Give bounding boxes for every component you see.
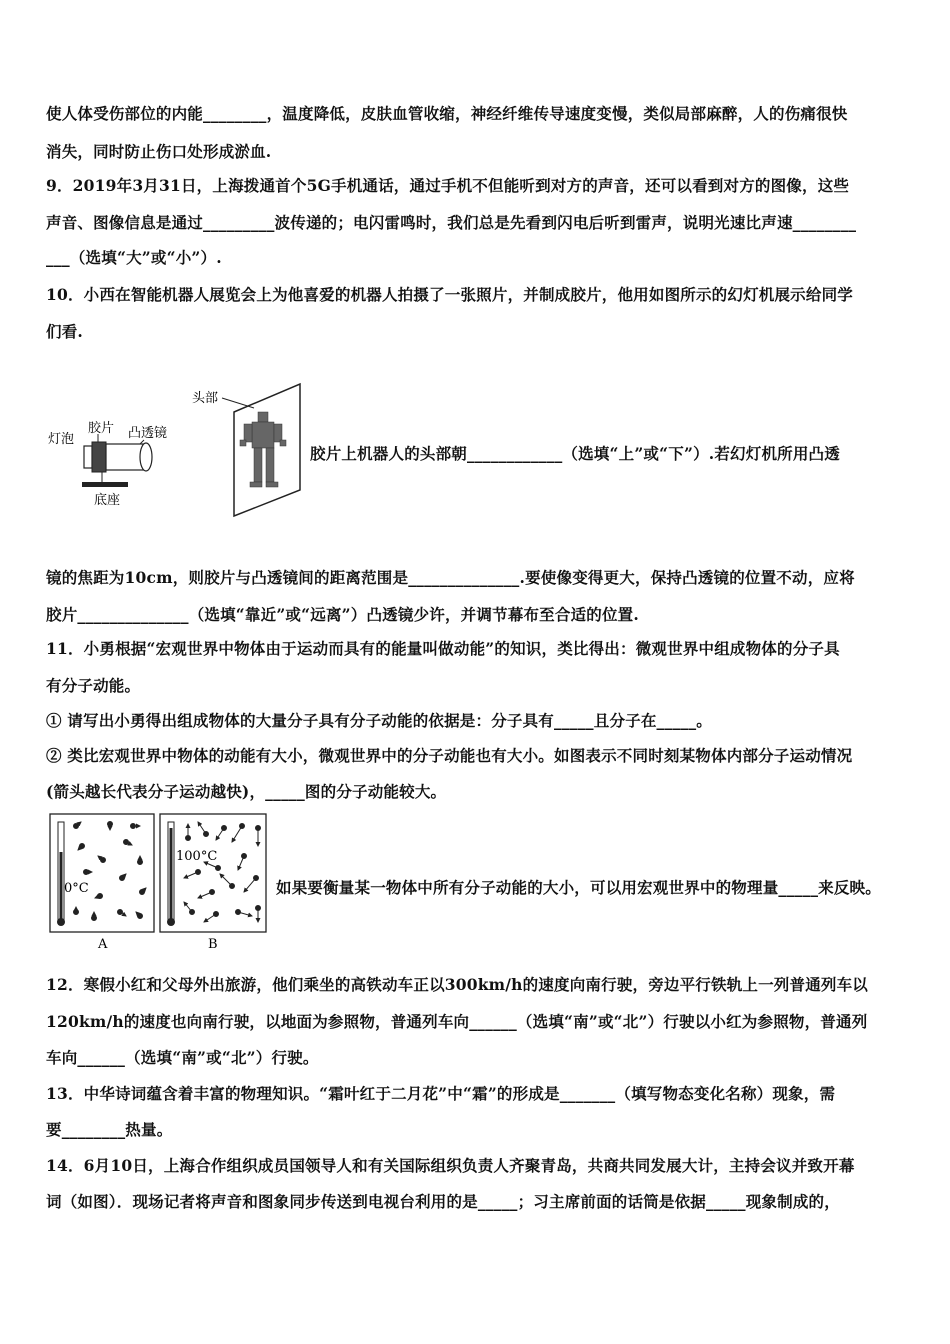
text-line: 要________热量。 bbox=[46, 1120, 173, 1139]
text-line: ① 请写出小勇得出组成物体的大量分子具有分子动能的依据是：分子具有_____且分子在_____。 bbox=[46, 711, 712, 730]
temp-a: 0°C bbox=[64, 881, 89, 896]
lens-label: 凸透镜 bbox=[128, 426, 168, 441]
question-14: 14．6月10日，上海合作组织成员国领导人和有关国际组织负责人齐聚青岛，共商共同发展大计，主持会议并致开幕 bbox=[46, 1156, 855, 1175]
molecule-figure bbox=[48, 812, 270, 954]
temp-b: 100°C bbox=[176, 849, 218, 864]
text-line: 如果要衡量某一物体中所有分子动能的大小，可以用宏观世界中的物理量_____来反映。 bbox=[276, 878, 881, 897]
text-line: 有分子动能。 bbox=[46, 676, 141, 695]
text-line: 120km/h的速度也向南行驶，以地面为参照物，普通列车向______（选填“南”或“北”）行驶以小红为参照物，普通列 bbox=[46, 1012, 868, 1031]
text-line: 胶片______________（选填“靠近”或“远离”）凸透镜少许，并调节幕布至合适的位置. bbox=[46, 605, 639, 624]
text-line: ② 类比宏观世界中物体的动能有大小，微观世界中的分子动能也有大小。如图表示不同时刻某物体内部分子运动情况 bbox=[46, 746, 853, 765]
head-label: 头部 bbox=[192, 391, 219, 406]
bulb-label: 灯泡 bbox=[48, 432, 75, 447]
question-13: 13．中华诗词蕴含着丰富的物理知识。“霜叶红于二月花”中“霜”的形成是_______（填写物态变化名称）现象，需 bbox=[46, 1084, 836, 1103]
label-b: B bbox=[208, 937, 218, 952]
question-11: 11．小勇根据“宏观世界中物体由于运动而具有的能量叫做动能”的知识，类比得出：微观世界中组成物体的分子具 bbox=[46, 639, 840, 658]
text-line: 使人体受伤部位的内能________，温度降低，皮肤血管收缩，神经纤维传导速度变慢，类似局部麻醉，人的伤痛很快 bbox=[46, 104, 848, 123]
box-b bbox=[160, 814, 266, 932]
question-9: 9．2019年3月31日，上海拨通首个5G手机通话，通过手机不但能听到对方的声音，还可以看到对方的图像，这些 bbox=[46, 176, 850, 195]
text-line: 消失，同时防止伤口处形成淤血. bbox=[46, 142, 272, 161]
text-line: 们看. bbox=[46, 322, 83, 341]
text-line: 胶片上机器人的头部朝____________（选填“上”或“下”）.若幻灯机所用凸透 bbox=[310, 444, 840, 463]
text-line: ___（选填“大”或“小”）. bbox=[46, 248, 222, 267]
text-line: 声音、图像信息是通过_________波传递的；电闪雷鸣时，我们总是先看到闪电后听到雷声，说明光速比声速________ bbox=[46, 213, 857, 232]
film-label: 胶片 bbox=[88, 421, 115, 436]
text-line: (箭头越长代表分子运动越快)，_____图的分子动能较大。 bbox=[46, 782, 447, 801]
base-label: 底座 bbox=[94, 493, 121, 508]
label-a: A bbox=[98, 937, 108, 952]
text-line: 镜的焦距为10cm，则胶片与凸透镜间的距离范围是______________.要使像变得更大，保持凸透镜的位置不动，应将 bbox=[46, 568, 855, 587]
question-12: 12．寒假小红和父母外出旅游，他们乘坐的高铁动车正以300km/h的速度向南行驶，旁边平行铁轨上一列普通列车以 bbox=[46, 975, 868, 994]
text-line: 词（如图）．现场记者将声音和图象同步传送到电视台利用的是_____；习主席前面的话筒是依据_____现象制成的， bbox=[46, 1192, 840, 1211]
text-line: 车向______（选填“南”或“北”）行驶。 bbox=[46, 1048, 319, 1067]
question-10: 10．小西在智能机器人展览会上为他喜爱的机器人拍摄了一张照片，并制成胶片，他用如图所示的幻灯机展示给同学 bbox=[46, 285, 853, 304]
projector-figure bbox=[44, 382, 304, 522]
